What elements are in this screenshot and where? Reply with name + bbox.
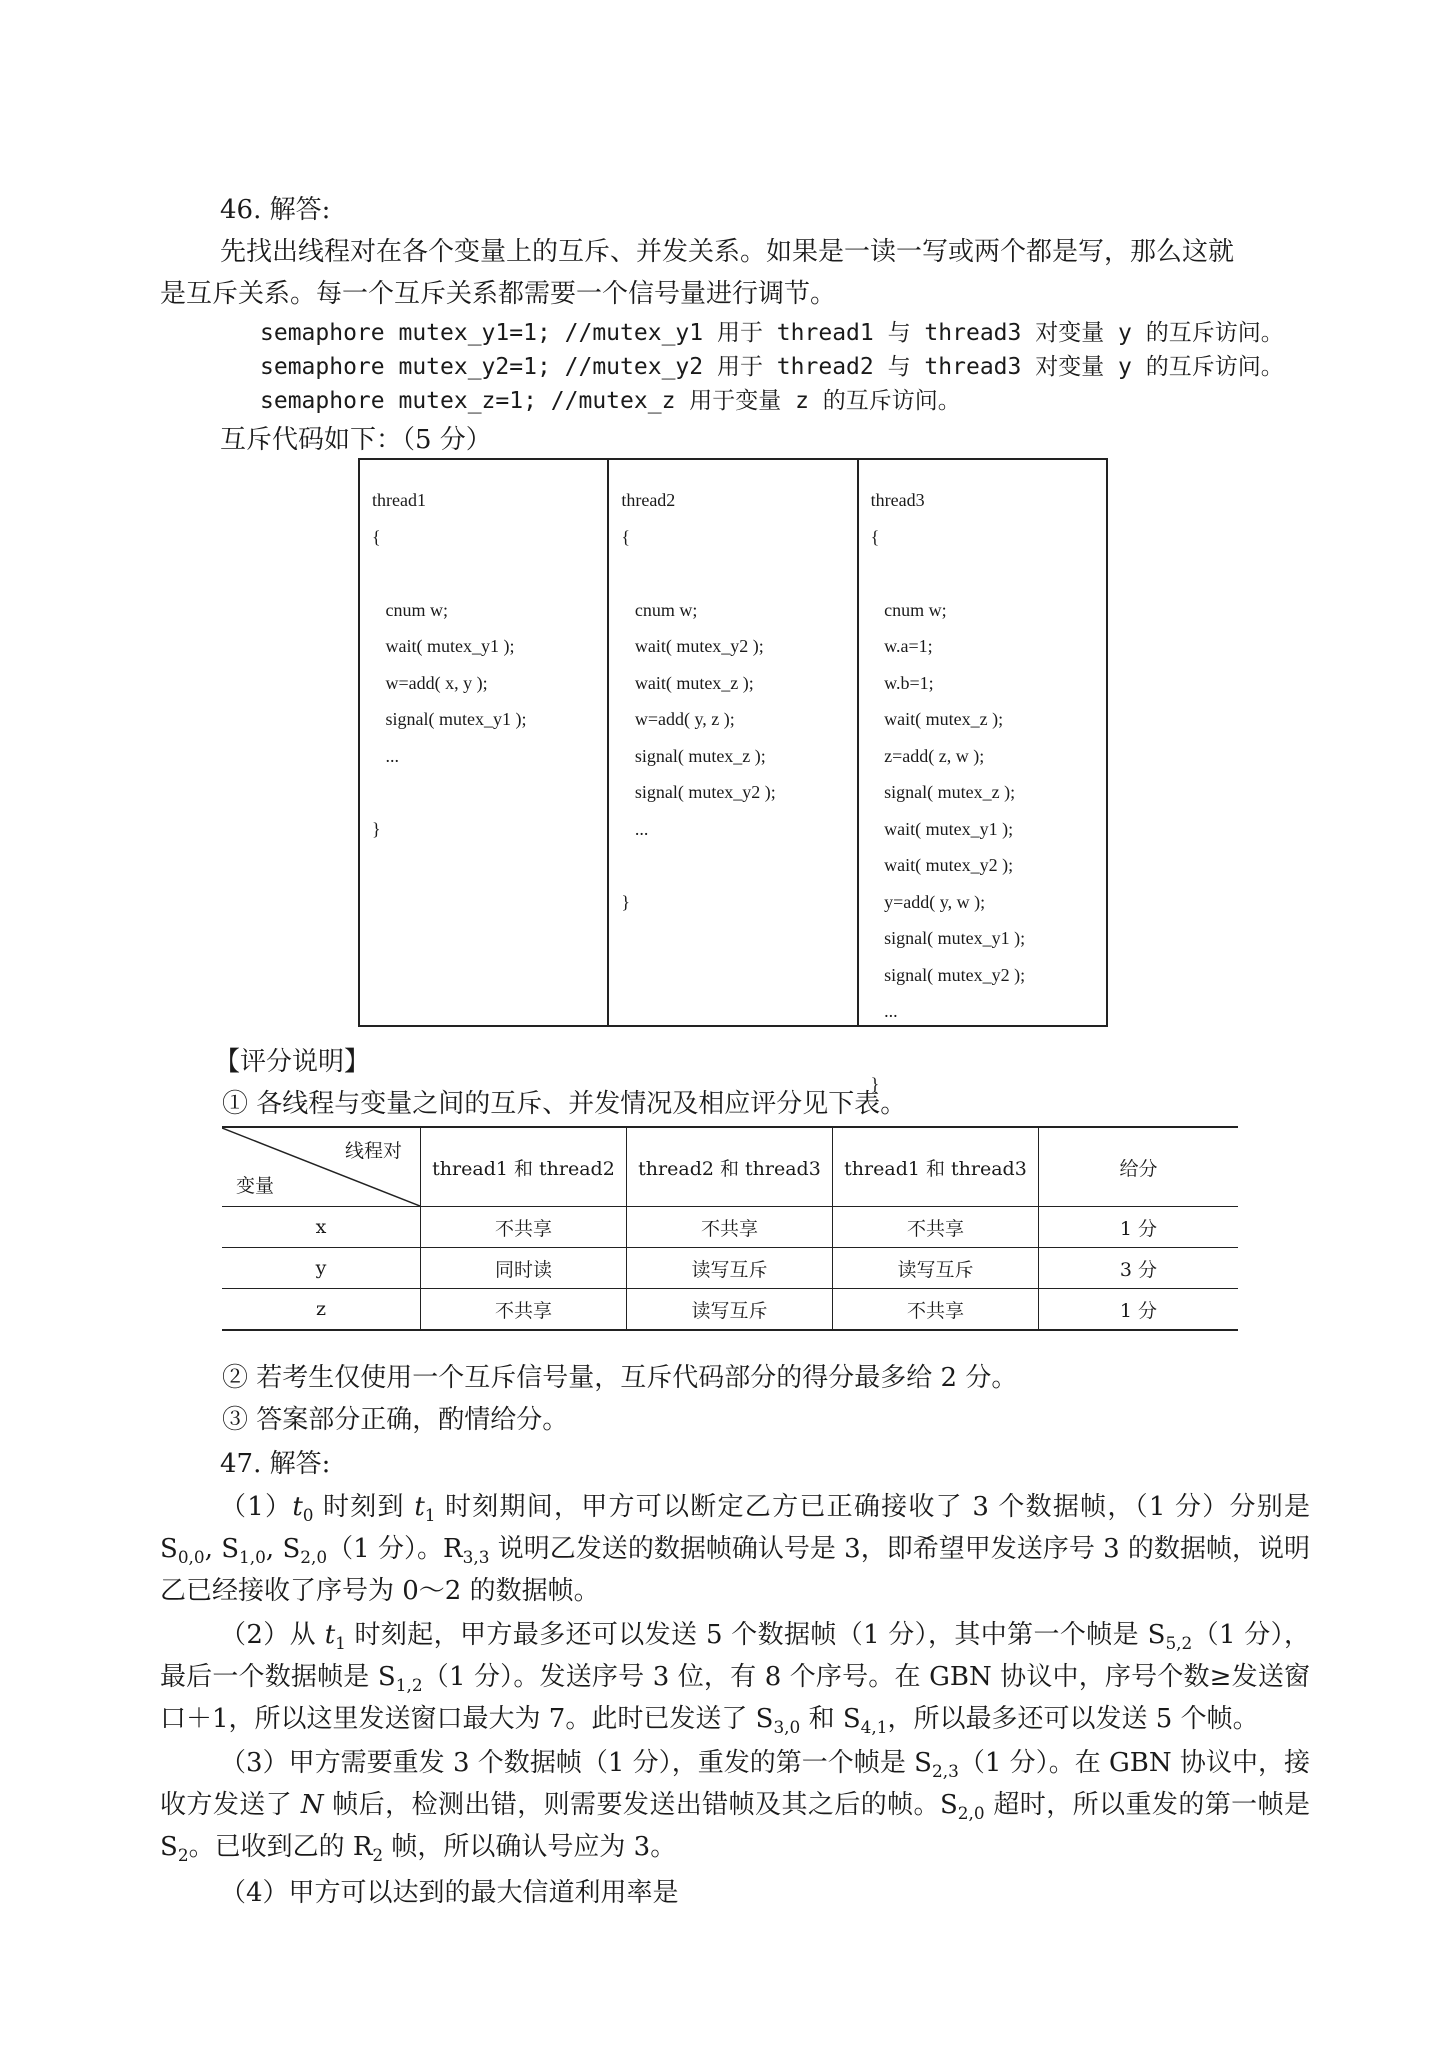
header-cell: 给分 [1039,1127,1239,1207]
thread1-column [360,460,607,1025]
table-cell: x [222,1207,421,1248]
corner-label-thread-pair: 线程对 [344,1140,402,1162]
table-cell: 不共享 [833,1207,1039,1248]
q46-intro-line-2: 是互斥关系。每一个互斥关系都需要一个信号量进行调节。 [160,279,837,309]
table-row [222,1289,1238,1331]
table-cell: 同时读 [421,1248,627,1289]
q47-part-4: （4）甲方可以达到的最大信道利用率是 [220,1878,679,1908]
thread1-code [372,482,526,847]
table-header-row [222,1127,1238,1207]
q47-part-1: $(1)t_0$ 时刻到 $t_1$ 时刻期间，甲方可以断定乙方已正确接收了 3 个数据帧，（1 分）分别是 $S_{0,0}$, $S_{1,0}$, $S_{2,0}(1$ 分）。$R_{3,3}$ 说明乙发送的数据帧确认号是 3，即希望甲发送序号 3 的数据帧，说明乙已经接收了序号为 0～2 的数据帧。 [160,1492,1310,1606]
table-row [222,1248,1238,1289]
thread3-title: thread3 [870,490,925,510]
table-cell: 1 分 [1039,1207,1239,1248]
thread2-title: thread2 [621,490,676,510]
corner-label-variable: 变量 [236,1175,275,1197]
q47-heading: 47. 解答: [220,1449,331,1479]
grading-note-1: ① 各线程与变量之间的互斥、并发情况及相应评分见下表。 [222,1089,907,1119]
thread1-title: thread1 [372,490,426,510]
table-cell: 不共享 [421,1289,627,1331]
semaphore-line-3: semaphore mutex_z=1; //mutex_z 用于变量 z 的互斥访问。 [260,388,961,414]
table-cell: 1 分 [1039,1289,1239,1331]
q47-part-3: （3）甲方需要重发 3 个数据帧（1 分），重发的第一个帧是 $S_{2,3}(1$ 分）。在 GBN 协议中，接收方发送了 N 帧后，检测出错，则需要发送出错帧及其之后的帧。$S_{2,0}$ 超时，所以重发的第一帧是 $S_2$。已收到乙的 $R_2$ 帧，所以确认号应为 3。 [160,1748,1311,1866]
diagonal-header-cell [222,1127,421,1207]
thread3-column [857,460,1106,1094]
header-cell: thread1 和 thread2 [421,1127,627,1207]
grading-note-3: ③ 答案部分正确，酌情给分。 [222,1405,569,1435]
header-cell: thread2 和 thread3 [627,1127,833,1207]
thread1-body: { cnum w; wait( mutex_y1 ); w=add( x, y ); signal( mutex_y1 ); ... } [372,526,527,839]
thread2-code [621,482,775,920]
grading-note-2: ② 若考生仅使用一个互斥信号量，互斥代码部分的得分最多给 2 分。 [222,1363,1018,1393]
table-cell: 不共享 [421,1207,627,1248]
table-cell: 读写互斥 [627,1248,833,1289]
grading-title: 【评分说明】 [214,1047,371,1077]
table-cell: y [222,1248,421,1289]
table-cell: 读写互斥 [627,1289,833,1331]
semaphore-line-1: semaphore mutex_y1=1; //mutex_y1 用于 thread1 与 thread3 对变量 y 的互斥访问。 [260,320,1284,346]
table-cell: 不共享 [833,1289,1039,1331]
thread2-column [607,460,856,1025]
grading-table [222,1126,1238,1331]
semaphore-line-2: semaphore mutex_y2=1; //mutex_y2 用于 thread2 与 thread3 对变量 y 的互斥访问。 [260,354,1284,380]
thread3-code [871,482,1025,1103]
thread3-body: { cnum w; w.a=1; w.b=1; wait( mutex_z ); z=add( z, w ); signal( mutex_z ); wait( mutex_y1 ); wait( mutex_y2 ); y=add( y, w ); signal( mutex_y1 ); signal( mutex_y2 ); ... } [870,526,1026,1094]
table-row [222,1207,1238,1248]
thread2-body: { cnum w; wait( mutex_y2 ); wait( mutex_z ); w=add( y, z ); signal( mutex_z ); signal( mutex_y2 ); ... } [621,526,776,912]
table-cell: z [222,1289,421,1331]
table-cell: 3 分 [1039,1248,1239,1289]
q46-intro-line-1: 先找出线程对在各个变量上的互斥、并发关系。如果是一读一写或两个都是写，那么这就 [220,237,1235,267]
q47-part-2: （2）从 $t_1$ 时刻起，甲方最多还可以发送 5 个数据帧（1 分），其中第一个帧是 $S_{5,2}(1$ 分），最后一个数据帧是 $S_{1,2}(1$ 分）。发送序号 3 位，有 8 个序号。在 GBN 协议中，序号个数≥发送窗口＋1，所以这里发送窗口最大为 7。此时已发送了 $S_{3,0}$ 和 $S_{4,1}$，所以最多还可以发送 5 个帧。 [160,1620,1311,1738]
thread-code-box [358,458,1108,1094]
table-cell: 读写互斥 [833,1248,1039,1289]
header-cell: thread1 和 thread3 [833,1127,1039,1207]
table-cell: 不共享 [627,1207,833,1248]
q46-heading: 46. 解答: [220,195,331,225]
code-caption: 互斥代码如下：（5 分） [220,425,492,455]
